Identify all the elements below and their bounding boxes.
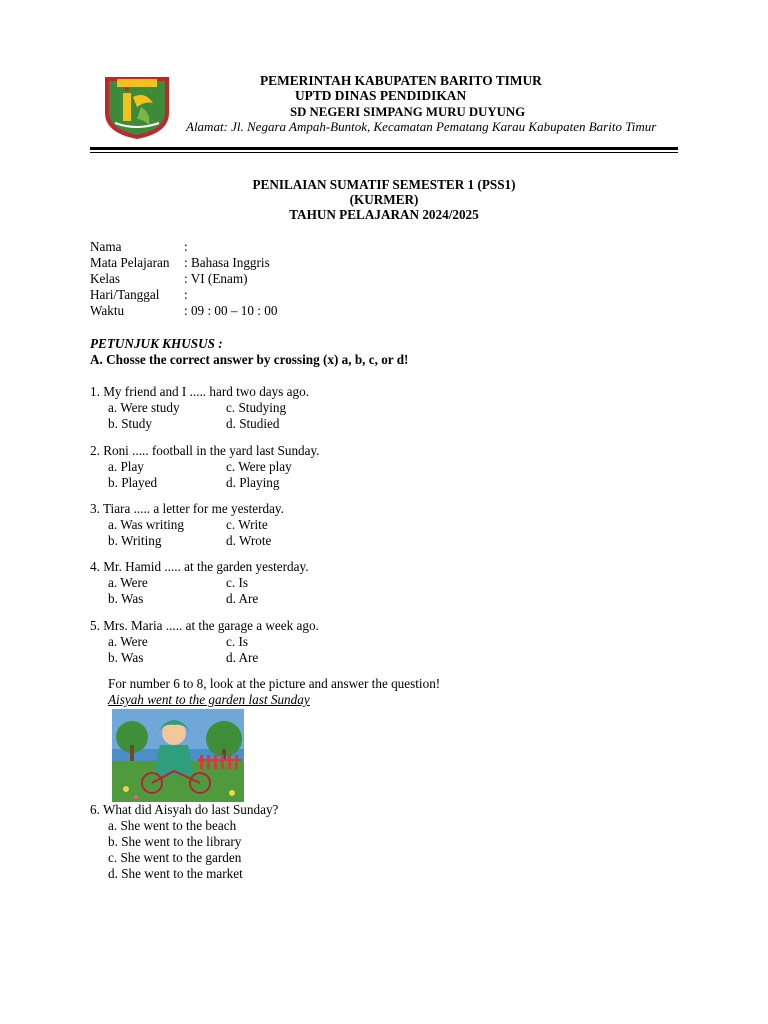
info-value: : [184,239,188,254]
info-label: Hari/Tanggal [90,287,160,302]
regency-logo [101,73,173,141]
info-label: Mata Pelajaran [90,255,170,270]
header-line-1: PEMERINTAH KABUPATEN BARITO TIMUR [260,73,542,88]
info-label: Nama [90,239,122,254]
option-d[interactable]: d. She went to the market [108,866,243,881]
option-c[interactable]: c. Were play [226,459,292,474]
header-rule-thin [90,152,678,153]
option-d[interactable]: d. Studied [226,416,280,431]
question-text: 5. Mrs. Maria ..... at the garage a week ago. [90,618,319,633]
option-a[interactable]: a. She went to the beach [108,818,237,833]
option-c[interactable]: c. She went to the garden [108,850,242,865]
option-a[interactable]: a. Was writing [108,517,184,532]
exam-curriculum: (KURMER) [349,192,419,207]
school-address: Alamat: Jl. Negara Ampah-Buntok, Kecamatan Pematang Karau Kabupaten Barito Timur [186,119,657,134]
info-value: : [184,287,188,302]
option-b[interactable]: b. Writing [108,533,162,548]
option-d[interactable]: d. Wrote [226,533,272,548]
option-c[interactable]: c. Write [226,517,268,532]
picture-caption: Aisyah went to the garden last Sunday [108,692,310,707]
option-a[interactable]: a. Were [108,634,148,649]
question-text: 4. Mr. Hamid ..... at the garden yesterday. [90,559,309,574]
option-c[interactable]: c. Studying [226,400,287,415]
school-year: TAHUN PELAJARAN 2024/2025 [289,207,479,222]
option-d[interactable]: d. Playing [226,475,280,490]
picture-instruction: For number 6 to 8, look at the picture and answer the question! [108,676,441,691]
option-b[interactable]: b. Played [108,475,158,490]
option-d[interactable]: d. Are [226,650,259,665]
option-d[interactable]: d. Are [226,591,259,606]
garden-illustration [112,709,244,802]
option-c[interactable]: c. Is [226,575,248,590]
header-line-2: UPTD DINAS PENDIDIKAN [295,88,467,103]
instructions-heading: PETUNJUK KHUSUS : [90,336,223,351]
question-text: 1. My friend and I ..... hard two days ago. [90,384,310,399]
question-text: 2. Roni ..... football in the yard last Sunday. [90,443,320,458]
exam-title: PENILAIAN SUMATIF SEMESTER 1 (PSS1) [252,177,516,192]
info-value: : VI (Enam) [184,271,248,286]
section-a-instruction: A. Chosse the correct answer by crossing (x) a, b, c, or d! [90,352,409,367]
info-label: Waktu [90,303,125,318]
header-line-3: SD NEGERI SIMPANG MURU DUYUNG [290,105,526,119]
option-c[interactable]: c. Is [226,634,248,649]
info-value: : 09 : 00 – 10 : 00 [184,303,278,318]
option-a[interactable]: a. Were study [108,400,180,415]
option-b[interactable]: b. Was [108,650,144,665]
option-a[interactable]: a. Were [108,575,148,590]
option-b[interactable]: b. Was [108,591,144,606]
option-b[interactable]: b. She went to the library [108,834,242,849]
header-rule-thick [90,147,678,150]
option-b[interactable]: b. Study [108,416,152,431]
info-label: Kelas [90,271,121,286]
question-text: 6. What did Aisyah do last Sunday? [90,802,279,817]
question-text: 3. Tiara ..... a letter for me yesterday. [90,501,284,516]
info-value: : Bahasa Inggris [184,255,270,270]
option-a[interactable]: a. Play [108,459,144,474]
